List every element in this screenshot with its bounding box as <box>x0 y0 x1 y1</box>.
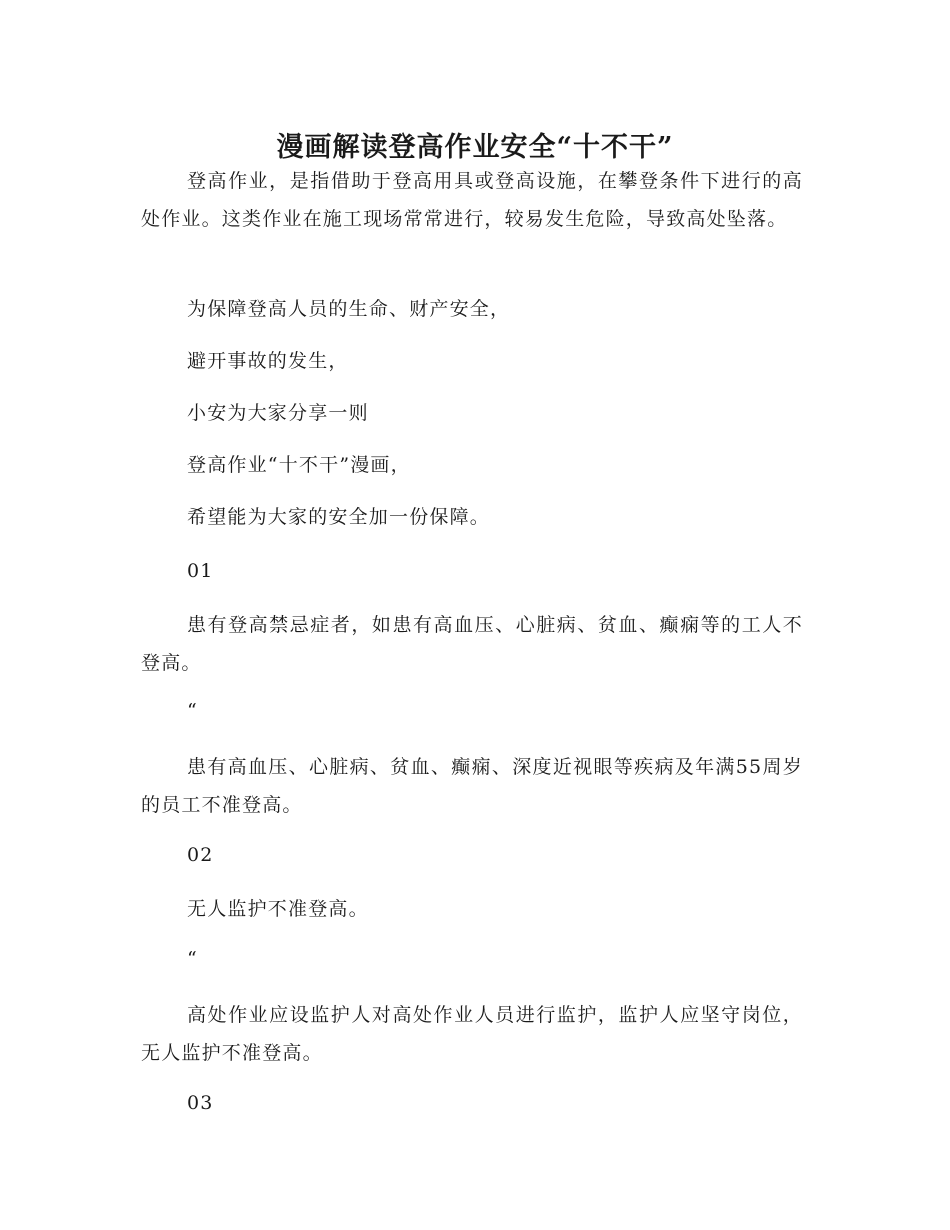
section-number-03: 03 <box>187 1092 214 1114</box>
paragraph-protect-safety: 为保障登高人员的生命、财产安全， <box>187 298 511 320</box>
section-number-01: 01 <box>187 560 214 582</box>
paragraph-comic-intro: 登高作业“十不干”漫画， <box>187 454 411 476</box>
quote-mark: “ <box>187 700 198 722</box>
paragraph-avoid-accidents: 避开事故的发生， <box>187 350 349 372</box>
rule-02-paragraph: 无人监护不准登高。 <box>187 898 369 920</box>
rule-01-detail-paragraph: 患有高血压、心脏病、贫血、癫痫、深度近视眼等疾病及年满55周岁的员工不准登高。 <box>141 756 803 816</box>
document-title: 漫画解读登高作业安全“十不干” <box>276 132 674 164</box>
quote-mark: “ <box>187 948 198 970</box>
rule-01-paragraph: 患有登高禁忌症者，如患有高血压、心脏病、贫血、癫痫等的工人不登高。 <box>141 614 803 674</box>
section-number-02: 02 <box>187 844 214 866</box>
intro-paragraph: 登高作业，是指借助于登高用具或登高设施，在攀登条件下进行的高处作业。这类作业在施工现场常常进行，较易发生危险，导致高处坠落。 <box>141 170 803 230</box>
rule-02-detail-paragraph: 高处作业应设监护人对高处作业人员进行监护，监护人应坚守岗位，无人监护不准登高。 <box>141 1004 803 1064</box>
paragraph-share: 小安为大家分享一则 <box>187 402 369 424</box>
paragraph-hope: 希望能为大家的安全加一份保障。 <box>187 506 491 528</box>
